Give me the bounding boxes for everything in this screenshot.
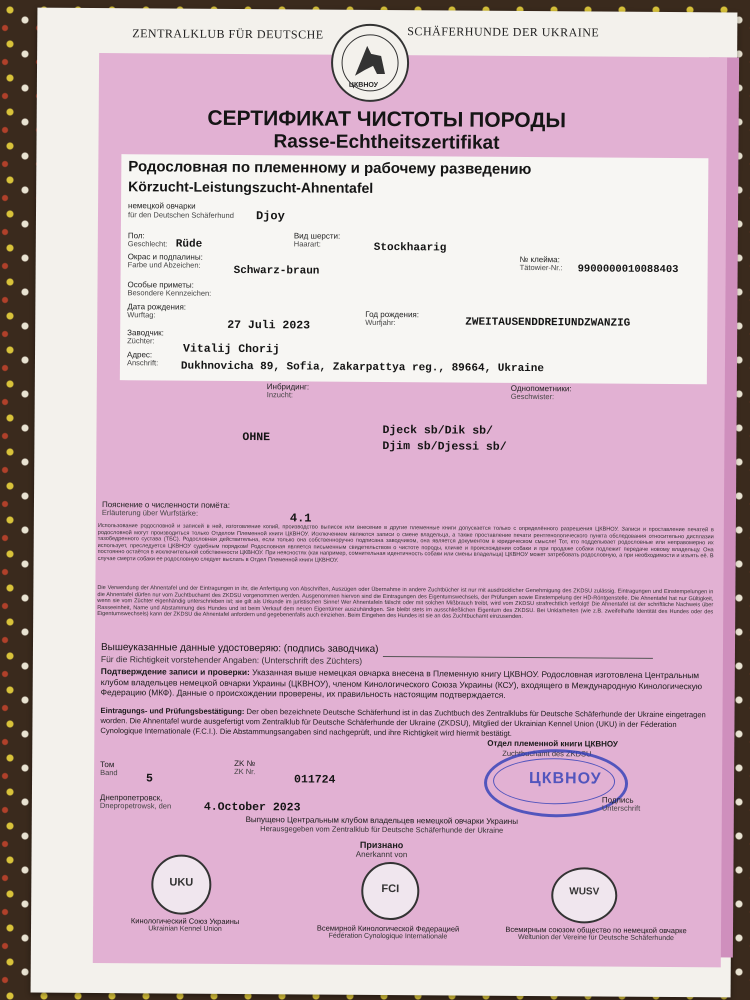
breeder-value: Vitalij Chorij	[183, 342, 280, 357]
header-right: SCHÄFERHUNDE DER UKRAINE	[407, 24, 600, 40]
siblings-label-de: Geschwister:	[510, 391, 555, 402]
club-logo	[331, 24, 410, 103]
address-value: Dukhnovicha 89, Sofia, Zakarpattya reg., 89664, Ukraine	[180, 360, 545, 376]
fci-logo	[361, 862, 419, 920]
siblings-line-2: Djim sb/Djessi sb/	[382, 439, 507, 454]
dob-label-ru: Дата рождения:	[127, 302, 187, 312]
confirm-de: Für die Richtigkeit vorstehender Angaben: (Unterschrift des Züchters)	[100, 654, 363, 666]
wusv-logo-text: WUSV	[569, 886, 600, 898]
tom-value: 5	[146, 772, 154, 786]
org1-ru: Кинологический Союз Украины	[130, 916, 240, 926]
record-text: Указанная выше немецкая овчарка внесена в Племенную книгу ЦКВНОУ. Родословная изготовлена Центральным клубом владельцев немецкой овчарки Украины (ЦКВНОУ), членом Кинологического Союза Украины (КСУ), входящего в Международную Кинологическую Федерацию (МКФ). Данные о происхождении проверены, их правильность настоящим подтверждается.	[100, 667, 703, 700]
title-de: Rasse-Echtheitszertifikat	[273, 131, 500, 154]
coat-label-ru: Вид шерсти:	[293, 231, 341, 241]
record-title: Подтверждение записи и проверки:	[100, 666, 250, 678]
dob-value: 27 Juli 2023	[227, 318, 311, 333]
address-label-ru: Адрес:	[126, 350, 153, 360]
litter-label-ru: Пояснение о численности помёта:	[101, 500, 231, 510]
issued-de: Herausgegeben vom Zentralklub für Deutsche Schäferhunde der Ukraine	[260, 824, 504, 835]
tom-label-ru: Том	[100, 760, 115, 770]
breeder-label-de: Züchter:	[127, 336, 155, 346]
litter-value: 4.1	[289, 511, 312, 526]
fci-logo-text: FCI	[381, 882, 400, 896]
coat-label-de: Haarart:	[293, 239, 321, 249]
subtitle-ru: Родословная по племенному и рабочему разведению	[128, 158, 532, 179]
certificate-sheet	[31, 8, 738, 998]
stamp-word: ЦКВНОУ	[529, 770, 602, 788]
recognized-de: Anerkannt von	[355, 849, 408, 860]
org3-de: Weltunion der Vereine für Deutsche Schäferhunde	[517, 933, 674, 943]
city-label-ru: Днепропетровск,	[99, 793, 163, 803]
uku-logo-text: UKU	[169, 876, 194, 889]
org2-ru: Всемирной Кинологической Федерацией	[316, 923, 460, 934]
stamp-sub: Zuchtbuchamt des ZKDSU	[502, 748, 592, 759]
header-left: ZENTRALKLUB FÜR DEUTSCHE	[132, 26, 324, 42]
sex-value: Rüde	[175, 238, 203, 251]
dob-label-de: Wurftag:	[127, 310, 156, 320]
confirm-ru: Вышеуказанные данные удостоверяю: (подпись заводчика)	[100, 642, 379, 655]
color-label-ru: Окрас и подпалины:	[127, 252, 203, 262]
de-record-title: Eintragungs- und Prüfungsbestätigung:	[100, 706, 245, 717]
zk-label-de: ZK Nr.	[234, 766, 256, 777]
color-label-de: Farbe und Abzeichen:	[127, 260, 201, 270]
record-block	[101, 666, 711, 702]
inbreeding-value: OHNE	[242, 431, 271, 445]
org3-ru: Всемирным союзом общество по немецкой овчарке	[505, 924, 687, 936]
inbreeding-label-de: Inzucht:	[266, 390, 294, 400]
notice-ru: Использование родословной и записей в ней, изготовление копий, производство выписок или внесение в другие племенные книги допускается только с определённого разрешения ЦКВНОУ. Записи и проставление печатей в родословной могут производиться только Отделом Племенной книги ЦКВНОУ. Исключением являются записи о смене владельца, а также проставление печати рентгенологического пункта обследования относительно дисплазии тазобедренного сустава (ТБС). Родословная действительна, если только она собственноручно подписана заводчиком, она является документом в юридическом смысле! Тот, кто подделывает родословные или неправомерно их использует, преследуется ЦКВНОУ судебным порядком! Родословная является письменным свидетельством о чистоте породы, кличке и происхождении собаки и при продаже собаки подлежит передаче новому владельцу. Она постоянно остаётся в исключительной собственности ЦКВНОУ. При неясностях (как например, сомнительная идентичность собаки или смены владельца) ЦКВНОУ может затребовать родословную, а при необходимости и изъять её. В случае смерти собаки ее родословную следует выслать в Отдел Племенной книги ЦКВНОУ.	[97, 523, 714, 564]
de-record-block	[100, 706, 710, 740]
tattoo-value: 9900000010088403	[577, 263, 679, 277]
coat-value: Stockhaarig	[373, 241, 447, 255]
tom-label-de: Band	[100, 768, 118, 778]
recognized-ru: Признано	[359, 839, 404, 851]
uku-logo	[151, 854, 211, 914]
zk-label-ru: ZK №	[234, 758, 256, 769]
tattoo-label-ru: № клейма:	[519, 254, 560, 265]
breed-label-ru: немецкой овчарки	[128, 201, 196, 211]
sex-label-de: Geschlecht:	[127, 239, 168, 249]
breeder-label-ru: Заводчик:	[127, 328, 164, 338]
year-label-de: Wurfjahr:	[365, 317, 396, 328]
siblings-label-ru: Однопометники:	[510, 383, 572, 394]
color-value: Schwarz-braun	[233, 264, 320, 278]
wusv-logo	[551, 867, 617, 923]
marks-label-de: Besondere Kennzeichen:	[127, 288, 212, 298]
marks-label-ru: Особые приметы:	[127, 280, 194, 290]
title-ru: СЕРТИФИКАТ ЧИСТОТЫ ПОРОДЫ	[207, 106, 567, 133]
shepherd-dog-icon	[333, 26, 408, 101]
year-value: ZWEITAUSENDDREIUNDZWANZIG	[465, 316, 631, 330]
sex-label-ru: Пол:	[127, 231, 145, 241]
org2-fr: Fédération Cynologique Internationale	[328, 932, 448, 941]
issue-date: 4.October 2023	[203, 800, 301, 815]
zk-value: 011724	[294, 773, 336, 787]
issued-ru: Выпущено Центральным клубом владельцев немецкой овчарки Украины	[245, 815, 519, 826]
logo-text: ЦКВНОУ	[348, 81, 379, 89]
sign-label-ru: Подпись	[601, 795, 634, 805]
inbreeding-label-ru: Инбридинг:	[266, 382, 310, 392]
dog-name: Djoy	[255, 209, 285, 224]
year-label-ru: Год рождения:	[365, 309, 420, 320]
org1-en: Ukrainian Kennel Union	[148, 925, 222, 933]
address-label-de: Anschrift:	[126, 358, 159, 368]
tattoo-label-de: Tätowier-Nr.:	[519, 262, 563, 273]
litter-label-de: Erläuterung über Wurfstärke:	[101, 508, 199, 518]
subtitle-de: Körzucht-Leistungszucht-Ahnentafel	[128, 178, 374, 196]
sign-label-de: Unterschrift	[601, 803, 641, 813]
de-record-text: Der oben bezeichnete Deutsche Schäferhund ist in das Zuchtbuch des Zentralklubs für Deutsche Schäferhunde der Ukraine eingetragen worden. Die Ahnentafel wurde ausgefertigt vom Zentralklub für Deutsche Schäferhunde der Ukraine (ZKDSU), Mitglied der Ukrainian Kennel Union (UKU) in der Féderation Cynologique Internationale (F.C.I.). Die Abstammungsangaben sind nachgeprüft, und ihre Richtigkeit wird hiermit bestätigt.	[100, 707, 706, 738]
siblings-line-1: Djeck sb/Dik sb/	[382, 423, 493, 438]
city-label-de: Dnepropetrowsk, den	[99, 801, 172, 811]
breed-label-de: für den Deutschen Schäferhund	[127, 210, 234, 220]
stamp-title: Отдел племенной книги ЦКВНОУ	[487, 738, 618, 749]
notice-de: Die Verwendung der Ahnentafel und der Eintragungen in ihr, die Anfertigung von Abschriften, Auszügen oder Übernahme in andere Zuchtbücher ist nur mit ausdrücklicher Genehmigung des ZKDSU zulässig. Eintragungen und Einstempelungen in die Ahnentafel dürfen nur vom Zuchtbuchamt des ZKDSU vorgenommen werden. Ausgenommen hiervon sind die Eintragungen des Eigentumswechsels, der Prüfungen sowie Einstempelung der HD-Röntgenstelle. Die Ahnentafel hat nur Gültigkeit, wenn sie vom Züchter eigenhändig unterschrieben ist; sie gilt als Urkunde im juristischen Sinne! Wer Ahnentafeln fälscht oder mit solchen Mißbrauch treibt, wird vom ZKDSU strafrechtlich verfolgt! Die Ahnentafel ist der schriftliche Nachweis über Rasseeinheit, Name und Abstammung des Hundes und ist beim Verkauf dem neuen Eigentümer auszuhändigen. Sie bleibt stets im ausschließlichen Eigentum des ZKDSU. Bei Unklarheiten (wie z.B. zweifelhafte Identität des Hundes oder des Eigentumswechsels) kann der ZKDSU die Ahnentafel anfordern und gegebenenfalls auch einziehen. Beim Eingehen des Hundes ist sie an das Zuchtbuchamt einzusenden.	[97, 585, 714, 621]
